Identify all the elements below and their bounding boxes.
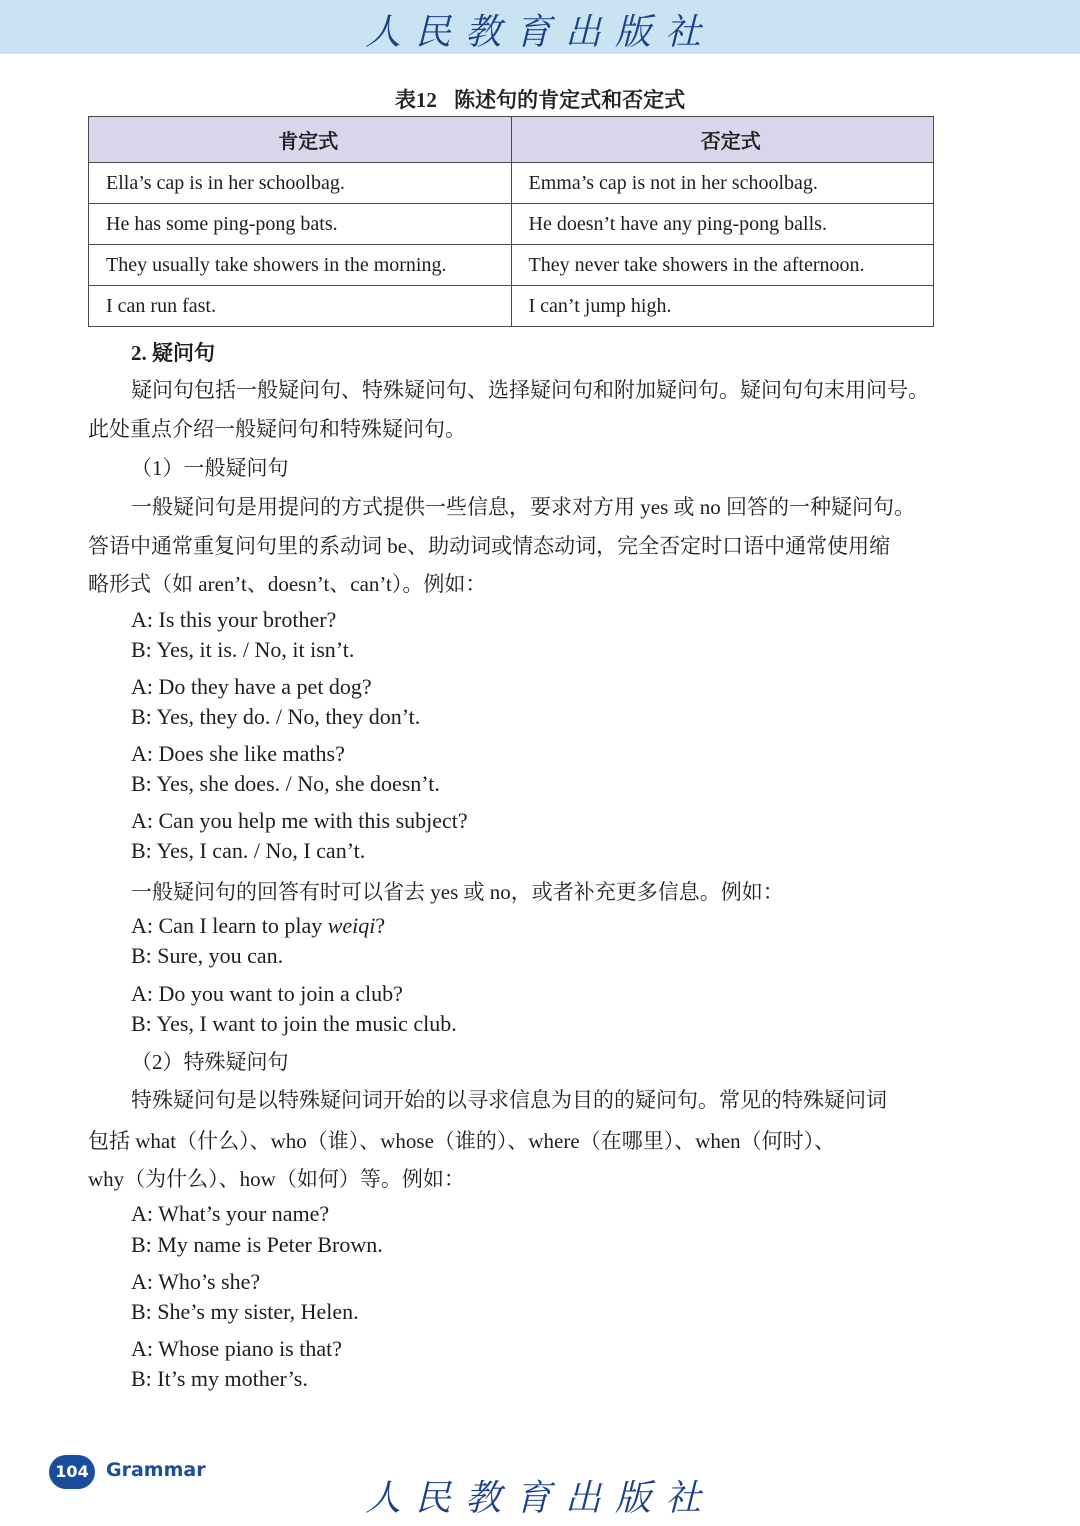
dialog-question: A: Do you want to join a club? [131,981,403,1006]
table-cell: Emma’s cap is not in her schoolbag. [511,163,934,204]
dialog-answer: B: My name is Peter Brown. [131,1232,383,1257]
dialog-answer: B: She’s my sister, Helen. [131,1299,359,1324]
dialog-question-mark: ? [375,913,386,938]
subsection-heading: （1）一般疑问句 [131,456,289,480]
dialog-question: A: Can you help me with this subject? [131,808,468,833]
table-cell: Ella’s cap is in her schoolbag. [89,163,512,204]
dialog-answer: B: Yes, it is. / No, it isn’t. [131,637,355,662]
dialog-answer: B: Yes, I can. / No, I can’t. [131,838,366,863]
paragraph-line: 包括 what（什么）、who（谁）、whose（谁的）、where（在哪里）、when（何时）、 [88,1129,836,1153]
table-caption-title: 陈述句的肯定式和否定式 [454,88,686,112]
table-row [89,163,934,204]
dialog-question-text: A: Can I learn to play [131,913,328,938]
table-cell: They usually take showers in the morning. [89,245,512,286]
dialog-question: A: Whose piano is that? [131,1336,342,1361]
table-cell: He has some ping-pong bats. [89,204,512,245]
paragraph-line: 疑问句包括一般疑问句、特殊疑问句、选择疑问句和附加疑问句。疑问句句末用问号。 [131,378,929,402]
publisher-logo-top: 人民教育出版社 [364,12,715,53]
dialog-question: A: Is this your brother? [131,607,337,632]
table-caption [0,84,1080,114]
table-header-row [89,117,934,163]
dialog-answer: B: It’s my mother’s. [131,1366,308,1391]
dialog-question: A: Who’s she? [131,1269,261,1294]
section-heading: 2. 疑问句 [131,341,215,365]
dialog-answer: B: Sure, you can. [131,943,284,968]
table-cell: They never take showers in the afternoon. [511,245,934,286]
paragraph-line: 此处重点介绍一般疑问句和特殊疑问句。 [88,417,466,441]
paragraph-line: 一般疑问句是用提问的方式提供一些信息，要求对方用 yes 或 no 回答的一种疑问句。 [131,495,915,519]
table-row [89,204,934,245]
table-caption-number: 表12 [394,88,437,112]
paragraph-line: why（为什么）、how（如何）等。例如： [88,1167,465,1191]
table-header-affirmative: 肯定式 [89,117,512,163]
paragraph-line: 一般疑问句的回答有时可以省去 yes 或 no，或者补充更多信息。例如： [131,880,784,904]
dialog-question [131,913,385,939]
dialog-answer: B: Yes, I want to join the music club. [131,1011,457,1036]
dialog-answer: B: Yes, she does. / No, she doesn’t. [131,771,440,796]
table-row [89,286,934,327]
subsection-heading: （2）特殊疑问句 [131,1050,289,1074]
dialog-question-italic: weiqi [327,913,376,938]
section-label: Grammar [106,1459,206,1481]
dialog-question: A: Does she like maths? [131,741,345,766]
page-number-badge: 104 [49,1455,95,1489]
table-header-negative: 否定式 [511,117,934,163]
dialog-question: A: What’s your name? [131,1201,330,1226]
dialog-answer: B: Yes, they do. / No, they don’t. [131,704,421,729]
table-cell: He doesn’t have any ping-pong balls. [511,204,934,245]
publisher-logo-bottom: 人民教育出版社 [364,1478,715,1519]
table-cell: I can run fast. [89,286,512,327]
dialog-question: A: Do they have a pet dog? [131,674,372,699]
table-row [89,245,934,286]
paragraph-line: 略形式（如 aren’t、doesn’t、can’t）。例如： [88,572,487,596]
sentence-table [88,116,934,327]
table-cell: I can’t jump high. [511,286,934,327]
paragraph-line: 答语中通常重复问句里的系动词 be、助动词或情态动词，完全否定时口语中通常使用缩 [88,534,891,558]
paragraph-line: 特殊疑问句是以特殊疑问词开始的以寻求信息为目的的疑问句。常见的特殊疑问词 [131,1088,887,1112]
